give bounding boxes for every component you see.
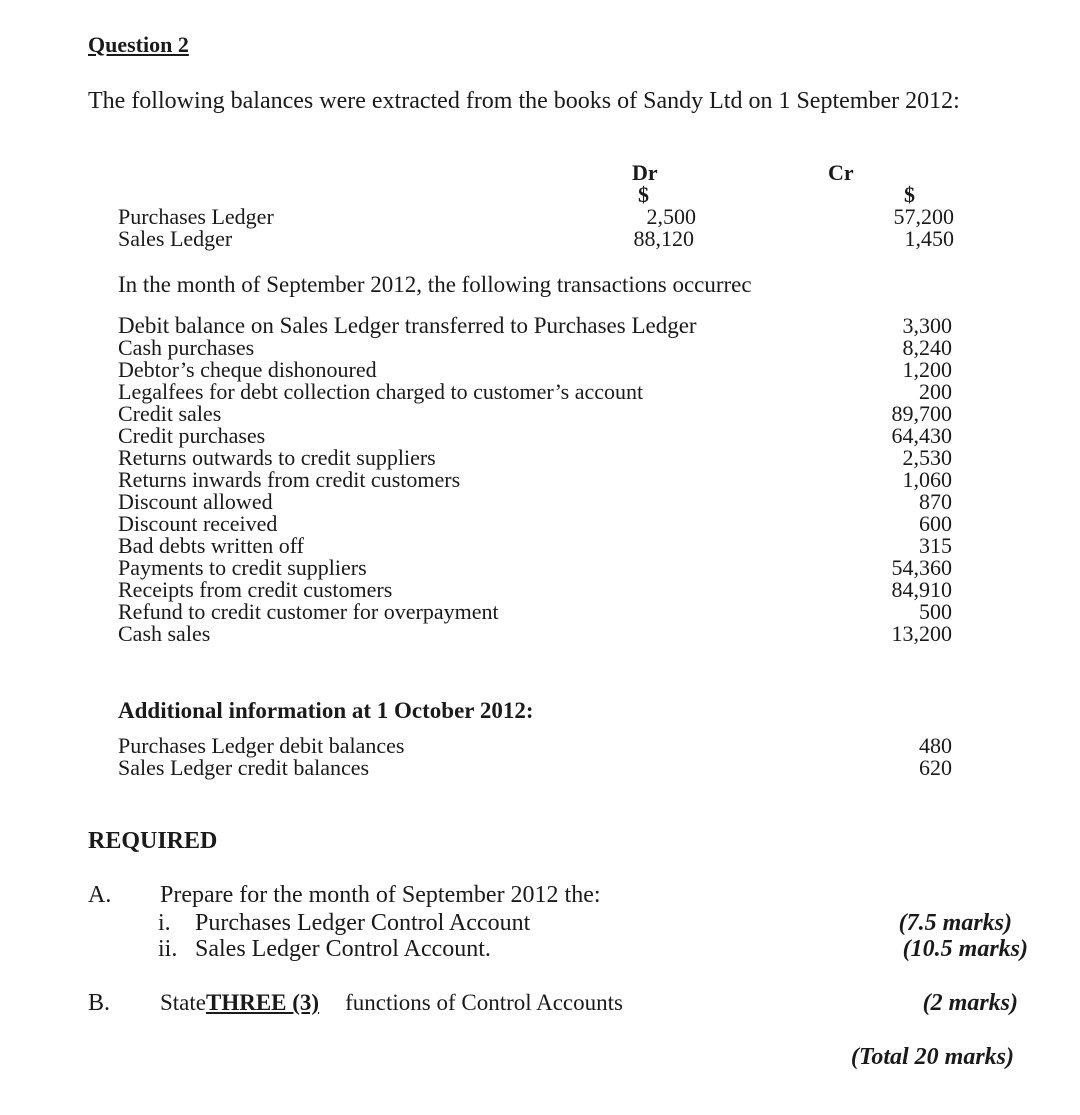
transaction-label: Cash sales bbox=[118, 621, 211, 646]
transaction-label: Cash purchases bbox=[118, 335, 255, 360]
transactions-intro: In the month of September 2012, the following transactions occurrec bbox=[118, 272, 752, 297]
dr-currency: $ bbox=[638, 182, 649, 207]
transaction-label: Legalfees for debt collection charged to customer’s account bbox=[118, 379, 644, 404]
transaction-amount: 54,360 bbox=[891, 555, 952, 580]
transaction-label: Returns inwards from credit customers bbox=[118, 467, 461, 492]
transaction-amount: 89,700 bbox=[891, 401, 952, 426]
part-b-text-after: functions of Control Accounts bbox=[345, 990, 623, 1015]
transaction-label: Credit purchases bbox=[118, 423, 266, 448]
part-a-item-text: Purchases Ledger Control Account bbox=[195, 910, 531, 936]
part-a-item-marks: (10.5 marks) bbox=[902, 936, 1028, 962]
transaction-label: Payments to credit suppliers bbox=[118, 555, 367, 580]
balance-row-cr: 57,200 bbox=[893, 204, 954, 229]
cr-header: Cr bbox=[828, 160, 854, 185]
transaction-amount: 1,200 bbox=[902, 357, 952, 382]
required-heading: REQUIRED bbox=[88, 828, 218, 854]
transaction-amount: 200 bbox=[919, 379, 952, 404]
transaction-amount: 600 bbox=[919, 511, 952, 536]
additional-row-label: Sales Ledger credit balances bbox=[118, 755, 370, 780]
part-b-marks: (2 marks) bbox=[922, 990, 1018, 1016]
balance-row-dr: 2,500 bbox=[646, 204, 696, 229]
transaction-amount: 13,200 bbox=[891, 621, 952, 646]
balance-row-label: Purchases Ledger bbox=[118, 204, 274, 229]
transaction-amount: 64,430 bbox=[891, 423, 952, 448]
total-marks: (Total 20 marks) bbox=[850, 1044, 1014, 1070]
additional-heading: Additional information at 1 October 2012: bbox=[118, 698, 534, 723]
balance-row-cr: 1,450 bbox=[904, 226, 954, 251]
transaction-amount: 315 bbox=[919, 533, 952, 558]
part-b-letter: B. bbox=[88, 990, 111, 1016]
transaction-label: Debit balance on Sales Ledger transferred to Purchases Ledger bbox=[118, 313, 697, 338]
transaction-amount: 84,910 bbox=[891, 577, 952, 602]
transaction-label: Returns outwards to credit suppliers bbox=[118, 445, 436, 470]
part-a-item-num: ii. bbox=[158, 936, 178, 962]
transaction-label: Discount received bbox=[118, 511, 278, 536]
transaction-label: Bad debts written off bbox=[118, 533, 304, 558]
transaction-label: Refund to credit customer for overpayment bbox=[118, 599, 499, 624]
transaction-label: Receipts from credit customers bbox=[118, 577, 393, 602]
additional-row-amount: 480 bbox=[919, 733, 952, 758]
question-title: Question 2 bbox=[88, 32, 189, 57]
transaction-amount: 3,300 bbox=[902, 313, 952, 338]
transaction-label: Debtor’s cheque dishonoured bbox=[118, 357, 377, 382]
part-b-text-before: State bbox=[160, 990, 206, 1015]
balance-row-label: Sales Ledger bbox=[118, 226, 233, 251]
part-a-item-text: Sales Ledger Control Account. bbox=[195, 936, 491, 962]
part-b-text bbox=[160, 990, 623, 1016]
additional-row-amount: 620 bbox=[919, 755, 952, 780]
part-a-letter: A. bbox=[88, 882, 112, 908]
transaction-label: Credit sales bbox=[118, 401, 222, 426]
cr-currency: $ bbox=[904, 182, 915, 207]
transaction-amount: 2,530 bbox=[902, 445, 952, 470]
part-b-emphasis: THREE (3) bbox=[206, 990, 320, 1015]
part-a-text: Prepare for the month of September 2012 the: bbox=[160, 882, 601, 908]
transaction-label: Discount allowed bbox=[118, 489, 273, 514]
part-a-item-marks: (7.5 marks) bbox=[898, 910, 1012, 936]
transaction-amount: 1,060 bbox=[902, 467, 952, 492]
dr-header: Dr bbox=[632, 160, 658, 185]
intro-text: The following balances were extracted from the books of Sandy Ltd on 1 September 2012: bbox=[88, 88, 960, 114]
transaction-amount: 870 bbox=[919, 489, 952, 514]
part-a-item-num: i. bbox=[158, 910, 171, 936]
additional-row-label: Purchases Ledger debit balances bbox=[118, 733, 405, 758]
transaction-amount: 8,240 bbox=[902, 335, 952, 360]
transaction-amount: 500 bbox=[919, 599, 952, 624]
balance-row-dr: 88,120 bbox=[633, 226, 694, 251]
